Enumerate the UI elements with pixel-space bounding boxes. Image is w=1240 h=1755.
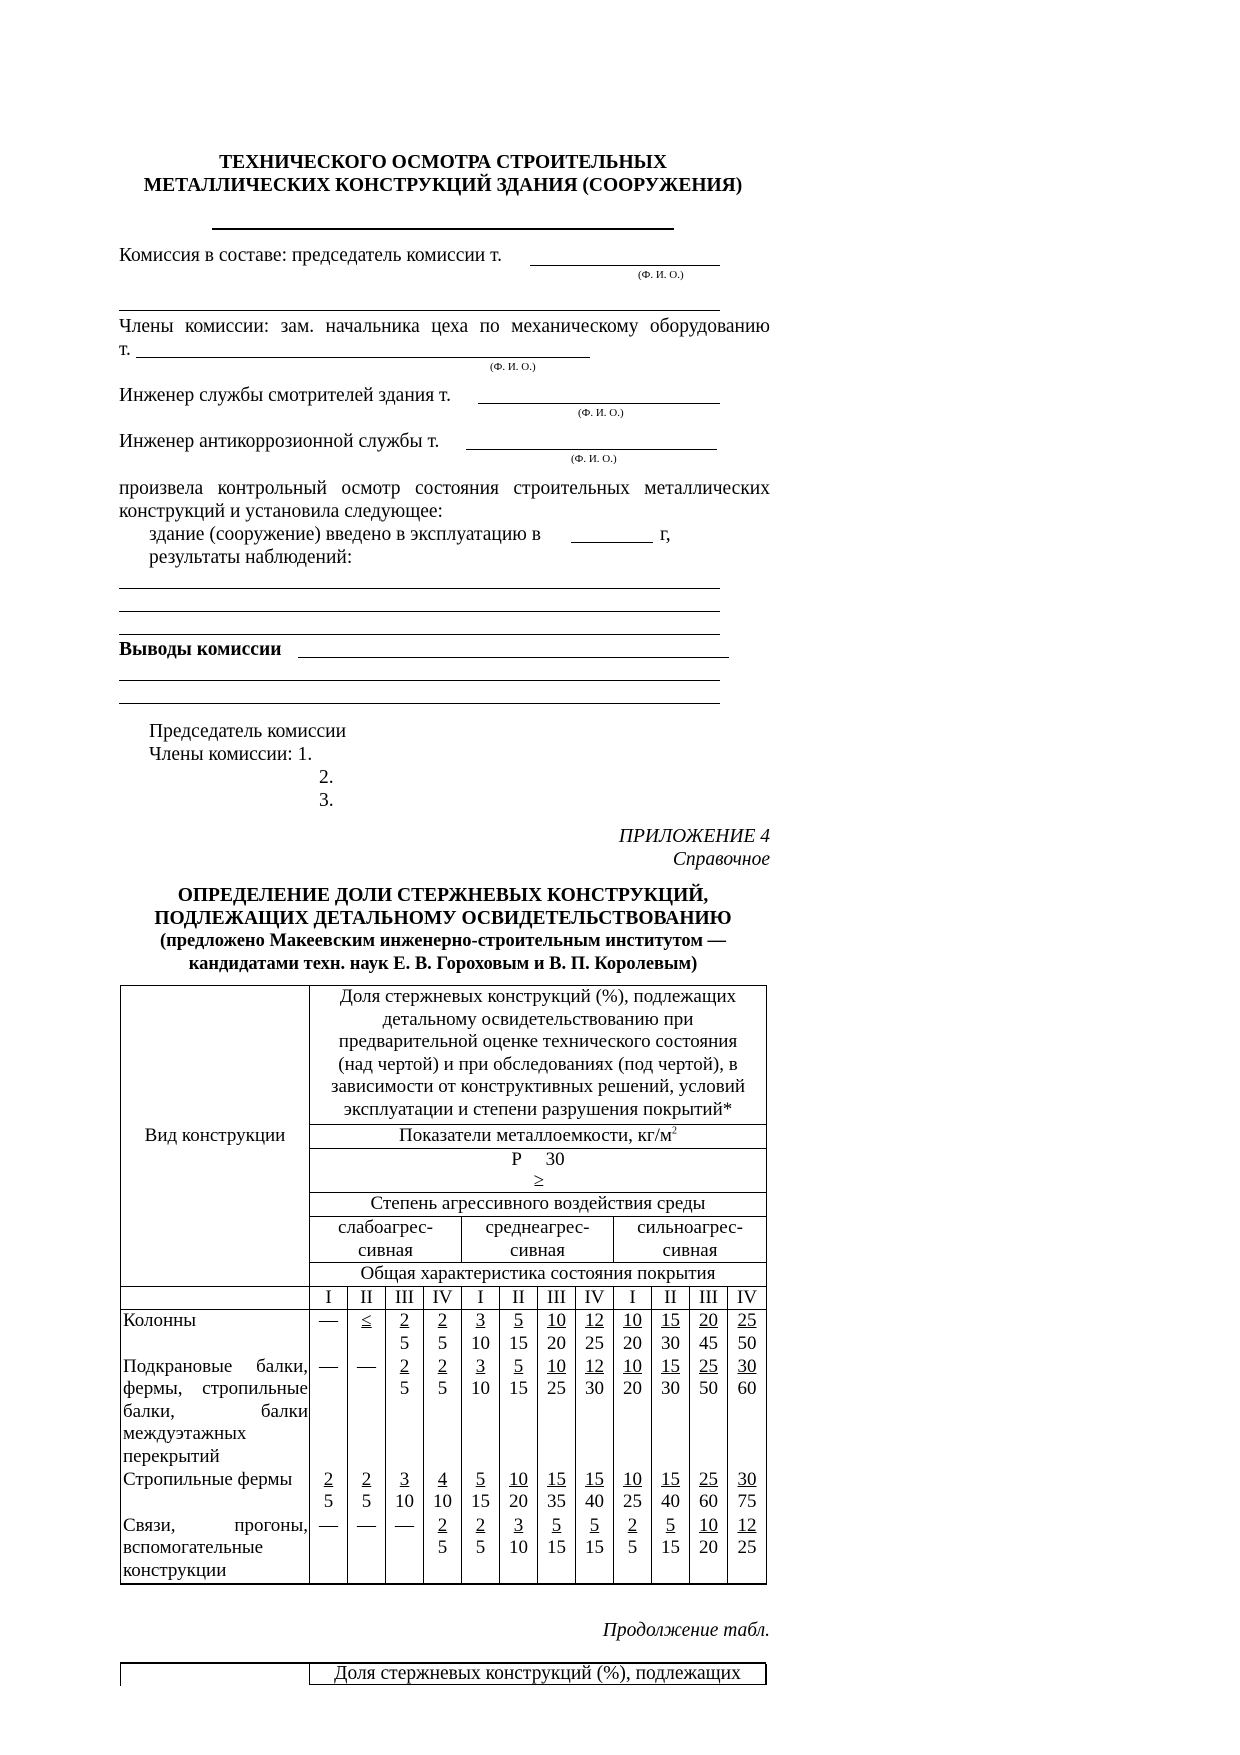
- value-dash: —: [319, 1514, 338, 1536]
- value-cell: [576, 1469, 614, 1515]
- main-header-line: эксплуатации и степени разрушения покрытий*: [343, 1098, 733, 1120]
- fio-hint: (Ф. И. О.): [578, 407, 624, 419]
- value-bottom: 5: [627, 1537, 638, 1558]
- continuation-header-cell: Доля стержневых конструкций (%), подлежащих: [309, 1664, 767, 1685]
- value-cell: [652, 1310, 690, 1356]
- value-top: 10: [547, 1355, 566, 1377]
- appendix-title-line-1: ОПРЕДЕЛЕНИЕ ДОЛИ СТЕРЖНЕВЫХ КОНСТРУКЦИЙ,: [177, 885, 709, 906]
- fio-hint: (Ф. И. О.): [571, 453, 617, 465]
- value-bottom: 75: [737, 1491, 757, 1512]
- value-top: 15: [661, 1310, 680, 1331]
- value-top: 3: [399, 1468, 410, 1490]
- value-bottom: 40: [661, 1491, 680, 1512]
- value-bottom: 45: [699, 1332, 718, 1354]
- value-bottom: 30: [661, 1378, 680, 1399]
- metal-intensity-text: Показатели металлоемкости, кг/м: [399, 1125, 672, 1146]
- value-top: 20: [699, 1310, 718, 1331]
- metal-intensity-condition: [310, 1149, 767, 1193]
- value-top: 10: [623, 1310, 642, 1331]
- value-cell: [576, 1356, 614, 1469]
- p-sign: ≥: [533, 1169, 545, 1191]
- value-top: 25: [699, 1355, 718, 1377]
- value-top: 2: [399, 1355, 410, 1377]
- value-bottom: 5: [399, 1378, 410, 1399]
- structures-share-table: [120, 985, 767, 1585]
- value-top: 2: [627, 1514, 638, 1536]
- value-bottom: 20: [623, 1332, 642, 1354]
- deputy-name-field[interactable]: [136, 357, 590, 358]
- value-cell: [652, 1515, 690, 1584]
- value-cell: [500, 1469, 538, 1515]
- inspection-paragraph-line-1: произвела контрольный осмотр состояния строительных металлических: [119, 478, 770, 499]
- commissioned-year-field[interactable]: [571, 542, 653, 543]
- value-bottom: 5: [361, 1491, 372, 1512]
- aggr-group-line: среднеагрес-: [485, 1217, 590, 1238]
- value-top: 12: [585, 1355, 604, 1377]
- value-bottom: 15: [661, 1537, 680, 1558]
- value-bottom: 35: [547, 1491, 566, 1512]
- chairman-name-field[interactable]: [530, 265, 720, 266]
- value-cell: [652, 1469, 690, 1515]
- value-cell: [614, 1310, 652, 1356]
- value-bottom: 15: [547, 1537, 566, 1558]
- value-cell: [386, 1310, 424, 1356]
- value-bottom: 50: [737, 1332, 757, 1354]
- value-cell: [538, 1310, 576, 1356]
- main-header-line: зависимости от конструктивных решений, условий: [330, 1076, 746, 1097]
- value-cell: [310, 1310, 348, 1356]
- state-col: II: [652, 1286, 690, 1310]
- value-top: 5: [589, 1514, 600, 1536]
- value-top: 10: [547, 1310, 566, 1331]
- value-cell: [500, 1515, 538, 1584]
- fio-hint: (Ф. И. О.): [638, 269, 684, 281]
- form-title-line-2: МЕТАЛЛИЧЕСКИХ КОНСТРУКЦИЙ ЗДАНИЯ (СООРУЖЕНИЯ): [143, 175, 743, 196]
- value-bottom: 5: [437, 1537, 448, 1558]
- state-col: I: [462, 1286, 500, 1310]
- state-col: III: [386, 1286, 424, 1310]
- value-top: 5: [513, 1355, 524, 1377]
- members-signature-2: 2.: [319, 767, 334, 788]
- value-cell: [690, 1310, 728, 1356]
- engineer-watch-name-field[interactable]: [478, 403, 720, 404]
- value-bottom: 60: [699, 1491, 718, 1512]
- value-top: 3: [475, 1355, 486, 1377]
- value-cell: [424, 1310, 462, 1356]
- value-cell: [690, 1469, 728, 1515]
- value-cell: [728, 1356, 767, 1469]
- value-top: 5: [475, 1468, 486, 1490]
- value-cell: [614, 1515, 652, 1584]
- state-col: III: [538, 1286, 576, 1310]
- row-label-line: Стропильные фермы: [123, 1468, 293, 1490]
- value-bottom: 25: [547, 1378, 566, 1399]
- engineer-watch-label: Инженер службы смотрителей здания т.: [119, 385, 451, 406]
- state-col: II: [348, 1286, 386, 1310]
- aggr-group-line: сильноагрес-: [637, 1217, 743, 1238]
- value-cell: [690, 1515, 728, 1584]
- value-top: 12: [737, 1514, 757, 1536]
- value-bottom: 10: [509, 1537, 528, 1558]
- state-col: IV: [728, 1286, 767, 1310]
- value-top: 2: [399, 1310, 410, 1331]
- main-header-line: предварительной оценке технического состояния: [338, 1031, 738, 1052]
- row-label-line: вспомогательные: [123, 1537, 264, 1558]
- value-cell: [386, 1356, 424, 1469]
- value-cell: [538, 1356, 576, 1469]
- table-row: [121, 1515, 767, 1584]
- row-label-line: Подкрановые балки,: [123, 1355, 308, 1377]
- value-top: 25: [737, 1310, 757, 1331]
- value-cell: [386, 1515, 424, 1584]
- value-bottom: 15: [471, 1491, 490, 1512]
- aggr-group-weak: [310, 1217, 462, 1263]
- value-dash: —: [319, 1355, 338, 1377]
- value-cell: [576, 1310, 614, 1356]
- row-label-line: междуэтажных: [123, 1423, 247, 1444]
- value-dash: —: [395, 1514, 414, 1536]
- value-cell: [462, 1356, 500, 1469]
- appendix-subtitle-line-1: (предложено Макеевским инженерно-строительным институтом —: [159, 931, 727, 951]
- conclusions-line-1[interactable]: [298, 657, 729, 658]
- value-top: 5: [513, 1310, 524, 1331]
- value-top: 30: [737, 1468, 757, 1490]
- value-cell: [348, 1469, 386, 1515]
- value-bottom: 5: [323, 1491, 334, 1512]
- commission-chairman-label: Комиссия в составе: председатель комиссии т.: [119, 245, 503, 266]
- main-header-line: (над чертой) и при обследованиях (под чертой), в: [338, 1053, 738, 1075]
- value-bottom: 5: [399, 1332, 410, 1354]
- commissioned-label: здание (сооружение) введено в эксплуатацию в: [149, 524, 541, 545]
- value-bottom: 5: [437, 1378, 448, 1399]
- value-cell: [614, 1356, 652, 1469]
- table-row: [121, 1356, 767, 1469]
- aggr-group-line: слабоагрес-: [338, 1217, 433, 1238]
- value-top: 10: [623, 1355, 642, 1377]
- row-label-line: Связи, прогоны,: [123, 1514, 308, 1536]
- value-cell: [538, 1469, 576, 1515]
- value-bottom: 15: [509, 1332, 528, 1354]
- value-cell: [652, 1356, 690, 1469]
- value-bottom: 60: [737, 1378, 757, 1399]
- observations-line-1[interactable]: [119, 588, 720, 589]
- value-bottom: 20: [699, 1537, 718, 1558]
- value-bottom: 25: [737, 1537, 757, 1558]
- title-blank-line: [212, 228, 674, 230]
- value-top: 15: [661, 1468, 680, 1490]
- value-top: 5: [665, 1514, 676, 1536]
- value-cell: [462, 1310, 500, 1356]
- value-top: 10: [699, 1514, 718, 1536]
- value-bottom: 25: [585, 1332, 604, 1354]
- fio-hint: (Ф. И. О.): [490, 361, 536, 373]
- state-col: IV: [576, 1286, 614, 1310]
- empty-cell: [121, 1286, 310, 1310]
- value-top: 10: [623, 1468, 642, 1490]
- value-bottom: 15: [509, 1378, 528, 1399]
- metal-intensity-header: [310, 1125, 767, 1149]
- observations-line-2[interactable]: [119, 611, 720, 612]
- aggr-group-line: сивная: [662, 1239, 718, 1261]
- value-cell: [462, 1469, 500, 1515]
- table-continuation-label: Продолжение табл.: [602, 1620, 770, 1641]
- appendix-type: Справочное: [672, 849, 770, 870]
- observations-line-3[interactable]: [119, 634, 720, 635]
- value-bottom: 30: [585, 1378, 604, 1399]
- members-t: т.: [119, 339, 131, 360]
- appendix-title-line-2: ПОДЛЕЖАЩИХ ДЕТАЛЬНОМУ ОСВИДЕТЕЛЬСТВОВАНИЮ: [154, 908, 732, 929]
- value-top: 5: [551, 1514, 562, 1536]
- value-bottom: 20: [547, 1332, 566, 1354]
- value-top: 2: [437, 1310, 448, 1331]
- value-bottom: 10: [471, 1332, 490, 1354]
- state-col: II: [500, 1286, 538, 1310]
- value-top: 2: [475, 1514, 486, 1536]
- value-cell: [348, 1515, 386, 1584]
- value-dash: ≤: [361, 1310, 372, 1331]
- stub-left-border: [120, 1664, 121, 1686]
- row-label: [121, 1515, 310, 1584]
- table-row: [121, 1310, 767, 1356]
- row-label: [121, 1310, 310, 1356]
- conclusions-label: Выводы комиссии: [119, 639, 282, 660]
- aggr-group-line: сивная: [358, 1239, 413, 1261]
- value-top: 12: [585, 1310, 604, 1331]
- value-dash: —: [319, 1310, 338, 1331]
- value-dash: —: [357, 1355, 376, 1377]
- members-signature-3: 3.: [319, 790, 334, 811]
- value-bottom: 10: [395, 1491, 414, 1512]
- value-top: 3: [513, 1514, 524, 1536]
- value-bottom: 20: [509, 1491, 528, 1512]
- state-col: I: [614, 1286, 652, 1310]
- value-top: 2: [361, 1468, 372, 1490]
- row-label: [121, 1469, 310, 1515]
- p-label: P: [511, 1149, 522, 1170]
- value-bottom: 10: [471, 1378, 490, 1399]
- engineer-anticorr-label: Инженер антикоррозионной службы т.: [119, 431, 440, 452]
- value-bottom: 5: [437, 1332, 448, 1354]
- value-top: 15: [585, 1468, 604, 1490]
- value-bottom: 20: [623, 1378, 642, 1399]
- main-header: [310, 986, 767, 1125]
- value-cell: [728, 1515, 767, 1584]
- value-cell: [424, 1469, 462, 1515]
- value-bottom: 50: [699, 1378, 718, 1399]
- value-top: 2: [437, 1514, 448, 1536]
- chairman-name-field-2[interactable]: [119, 310, 720, 311]
- row-label-line: Колонны: [123, 1310, 197, 1331]
- construction-type-header-text: Вид конструкции: [144, 1124, 286, 1146]
- main-header-line: детальному освидетельствованию при: [382, 1008, 694, 1030]
- value-bottom: 10: [433, 1491, 452, 1512]
- conclusions-line-2[interactable]: [119, 680, 720, 681]
- value-bottom: 25: [623, 1491, 642, 1512]
- col-header-construction-type: [121, 986, 310, 1287]
- value-cell: [424, 1515, 462, 1584]
- engineer-anticorr-name-field[interactable]: [466, 449, 717, 450]
- observations-label: результаты наблюдений:: [149, 547, 353, 568]
- value-cell: [728, 1310, 767, 1356]
- appendix-label: ПРИЛОЖЕНИЕ 4: [618, 826, 770, 847]
- value-top: 25: [699, 1468, 718, 1490]
- main-header-line: Доля стержневых конструкций (%), подлежащих: [339, 986, 737, 1007]
- conclusions-line-3[interactable]: [119, 703, 720, 704]
- state-columns-row: [121, 1286, 767, 1310]
- state-col: IV: [424, 1286, 462, 1310]
- value-top: 2: [323, 1468, 334, 1490]
- appendix-subtitle-line-2: кандидатами техн. наук Е. В. Гороховым и В. П. Королевым): [188, 954, 698, 974]
- coating-state-header: Общая характеристика состояния покрытия: [310, 1263, 767, 1287]
- value-cell: [500, 1310, 538, 1356]
- value-cell: [576, 1515, 614, 1584]
- value-bottom: 30: [661, 1332, 680, 1354]
- aggr-group-line: сивная: [510, 1239, 565, 1261]
- value-top: 2: [437, 1355, 448, 1377]
- aggressiveness-header: Степень агрессивного воздействия среды: [310, 1193, 767, 1217]
- value-top: 30: [737, 1355, 757, 1377]
- p-condition-line: [310, 1149, 766, 1172]
- value-bottom: 40: [585, 1491, 604, 1512]
- inspection-paragraph-line-2: конструкций и установила следующее:: [119, 501, 443, 522]
- value-cell: [538, 1515, 576, 1584]
- members-line: Члены комиссии: зам. начальника цеха по механическому оборудованию: [119, 316, 770, 337]
- row-label-line: перекрытий: [123, 1445, 220, 1467]
- row-label-line: балки, балки: [123, 1400, 308, 1422]
- row-label: [121, 1356, 310, 1469]
- commissioned-year-suffix: г,: [660, 524, 671, 545]
- value-cell: [462, 1515, 500, 1584]
- value-cell: [310, 1356, 348, 1469]
- value-cell: [690, 1356, 728, 1469]
- value-cell: [310, 1469, 348, 1515]
- continuation-table-stub: [120, 1662, 766, 1686]
- value-top: 15: [547, 1468, 566, 1490]
- value-top: 10: [509, 1468, 528, 1490]
- row-label-line: конструкции: [123, 1559, 227, 1581]
- chairman-signature-label: Председатель комиссии: [149, 721, 347, 742]
- p-value: 30: [545, 1149, 565, 1170]
- value-cell: [424, 1356, 462, 1469]
- state-col: III: [690, 1286, 728, 1310]
- value-dash: —: [357, 1514, 376, 1536]
- value-cell: [500, 1356, 538, 1469]
- value-cell: [348, 1356, 386, 1469]
- value-bottom: 5: [475, 1537, 486, 1558]
- value-cell: [348, 1310, 386, 1356]
- value-bottom: 15: [585, 1537, 604, 1558]
- form-title-line-1: ТЕХНИЧЕСКОГО ОСМОТРА СТРОИТЕЛЬНЫХ: [219, 152, 667, 173]
- value-cell: [728, 1469, 767, 1515]
- value-cell: [386, 1469, 424, 1515]
- value-top: 4: [437, 1468, 448, 1490]
- value-cell: [310, 1515, 348, 1584]
- metal-intensity-sup: 2: [671, 1125, 677, 1137]
- value-cell: [614, 1469, 652, 1515]
- state-col: I: [310, 1286, 348, 1310]
- value-top: 15: [661, 1355, 680, 1377]
- row-label-line: фермы, стропильные: [123, 1378, 308, 1399]
- aggr-group-strong: [614, 1217, 767, 1263]
- aggr-group-medium: [462, 1217, 614, 1263]
- members-signature-label: Члены комиссии: 1.: [149, 744, 313, 765]
- value-top: 3: [475, 1310, 486, 1331]
- table-row: [121, 1469, 767, 1515]
